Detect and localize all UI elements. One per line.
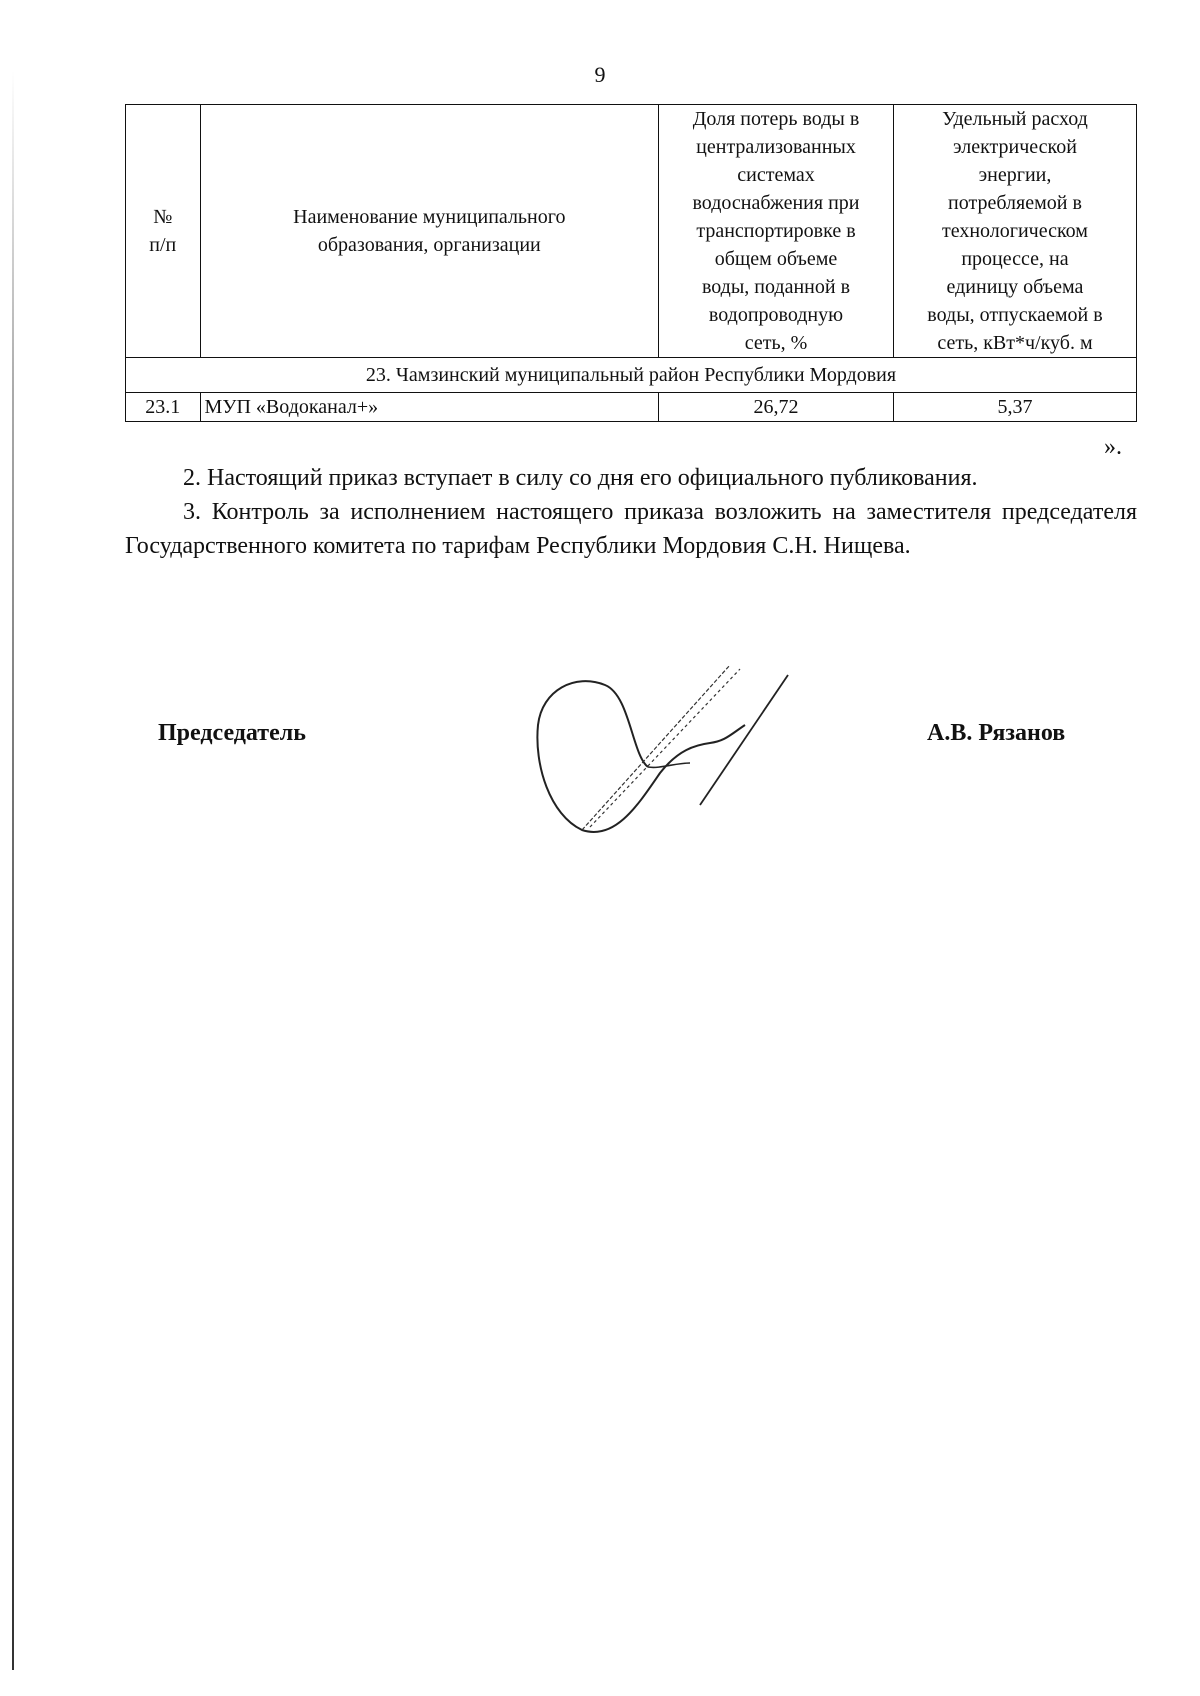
header-water-loss: Доля потерь воды в централизованных системах водоснабжения при транспортировке в общем объеме воды, поданной в водопроводную сеть, % xyxy=(659,105,894,358)
paragraph-2: 2. Настоящий приказ вступает в силу со дня его официального публикования. xyxy=(183,465,978,491)
closing-quote: ». xyxy=(1104,434,1122,460)
section-row xyxy=(126,358,1137,393)
signatory-title: Председатель xyxy=(158,720,306,746)
section-title: 23. Чамзинский муниципальный район Республики Мордовия xyxy=(126,358,1137,393)
handwritten-signature xyxy=(520,655,850,855)
indicators-table xyxy=(125,104,1137,422)
scan-edge-line xyxy=(12,70,14,1670)
paragraph-3: 3. Контроль за исполнением настоящего приказа возложить на заместителя председателя Государственного комитета по тарифам Республики Мордовия С.Н. Нищева. xyxy=(125,499,1137,559)
row-number: 23.1 xyxy=(126,393,201,422)
row-organization: МУП «Водоканал+» xyxy=(200,393,659,422)
header-energy-consumption: Удельный расход электрической энергии, потребляемой в технологическом процессе, на единицу объема воды, отпускаемой в сеть, кВт*ч/куб. м xyxy=(893,105,1136,358)
table-row xyxy=(126,393,1137,422)
row-water-loss: 26,72 xyxy=(659,393,894,422)
table-header-row xyxy=(126,105,1137,358)
header-number: № п/п xyxy=(126,105,201,358)
row-energy: 5,37 xyxy=(893,393,1136,422)
header-organization: Наименование муниципального образования, организации xyxy=(200,105,659,358)
signatory-name: А.В. Рязанов xyxy=(927,720,1066,746)
page-number: 9 xyxy=(594,62,606,87)
